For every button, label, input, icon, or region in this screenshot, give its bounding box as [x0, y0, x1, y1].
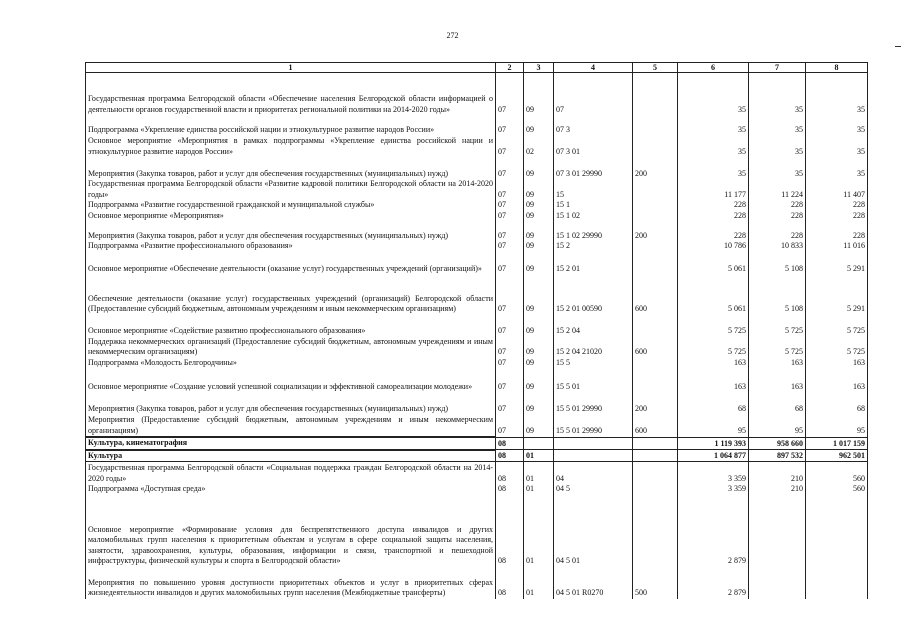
amount-2019-cell: 958 660	[749, 437, 806, 450]
amount-2018-cell: 68	[678, 392, 749, 414]
amount-2019-cell: 163	[749, 358, 806, 369]
target-article-cell: 15 5 01	[554, 368, 633, 392]
row-name-cell: Основное мероприятие «Мероприятия»	[86, 211, 496, 222]
amount-2018-cell: 5 725	[678, 315, 749, 337]
amount-2020-cell: 1 017 159	[806, 437, 868, 450]
amount-2020-cell: 163	[806, 358, 868, 369]
expense-type-cell: 600	[633, 337, 678, 358]
amount-2019-cell: 228	[749, 211, 806, 222]
target-article-cell: 07 3 01	[554, 135, 633, 157]
expense-type-cell: 500	[633, 567, 678, 599]
row-name-cell: Культура	[86, 450, 496, 462]
amount-2020-cell: 35	[806, 73, 868, 116]
total-row	[86, 450, 868, 462]
expense-type-cell	[633, 200, 678, 211]
amount-2018-cell: 35	[678, 115, 749, 135]
amount-2018-cell: 11 177	[678, 179, 749, 200]
amount-2020-cell: 5 725	[806, 315, 868, 337]
amount-2018-cell: 5 725	[678, 337, 749, 358]
row-name-cell: Государственная программа Белгородской области «Развитие кадровой политики Белгородской области на 2014-2020 годы»	[86, 179, 496, 200]
amount-2018-cell: 10 786	[678, 241, 749, 252]
row-name-cell: Подпрограмма «Развитие профессионального образования»	[86, 241, 496, 252]
target-article-cell: 15 1 02 29990	[554, 221, 633, 241]
row-name-cell: Обеспечение деятельности (оказание услуг) государственных учреждений (организаций) Белгородской области (Предоставление субсидий бюджетным, автономным учреждениям и иным некоммерческим организациям)	[86, 275, 496, 315]
section-code-cell: 08	[496, 437, 524, 450]
expense-type-cell	[633, 484, 678, 495]
row-name-cell: Мероприятия (Предоставление субсидий бюджетным, автономным учреждениям и иным некоммерческим организациям)	[86, 414, 496, 437]
row-name-cell: Основное мероприятие «Создание условий успешной социализации и эффективной самореализации молодежи»	[86, 368, 496, 392]
subsection-code-cell: 01	[524, 484, 554, 495]
subsection-code-cell: 01	[524, 567, 554, 599]
table-row	[86, 135, 868, 157]
expense-type-cell	[633, 211, 678, 222]
amount-2020-cell: 228	[806, 211, 868, 222]
amount-2018-cell: 163	[678, 368, 749, 392]
target-article-cell	[554, 450, 633, 462]
expense-type-cell	[633, 135, 678, 157]
row-name-cell: Подпрограмма «Укрепление единства российской нации и этнокультурное развитие народов России»	[86, 115, 496, 135]
table-row	[86, 179, 868, 200]
amount-2018-cell: 5 061	[678, 275, 749, 315]
section-code-cell: 07	[496, 200, 524, 211]
row-name-cell: Мероприятия (Закупка товаров, работ и услуг для обеспечения государственных (муниципальных) нужд)	[86, 157, 496, 179]
budget-table	[85, 62, 868, 599]
target-article-cell: 15	[554, 179, 633, 200]
table-row	[86, 495, 868, 567]
amount-2020-cell: 5 291	[806, 252, 868, 275]
expense-type-cell: 200	[633, 157, 678, 179]
target-article-cell: 04	[554, 462, 633, 485]
amount-2019-cell: 5 108	[749, 275, 806, 315]
table-row	[86, 484, 868, 495]
table-row	[86, 211, 868, 222]
expense-type-cell: 600	[633, 275, 678, 315]
amount-2020-cell: 5 725	[806, 337, 868, 358]
section-code-cell: 07	[496, 414, 524, 437]
section-code-cell: 07	[496, 315, 524, 337]
section-code-cell: 07	[496, 252, 524, 275]
subsection-code-cell: 09	[524, 337, 554, 358]
amount-2019-cell	[749, 567, 806, 599]
section-code-cell: 07	[496, 221, 524, 241]
expense-type-cell	[633, 252, 678, 275]
row-name-cell: Государственная программа Белгородской области «Обеспечение населения Белгородской области информацией о деятельности органов государственной власти и приоритетах региональной политики на 2014-2020 годы»	[86, 73, 496, 116]
amount-2019-cell	[749, 495, 806, 567]
row-name-cell: Мероприятия (Закупка товаров, работ и услуг для обеспечения государственных (муниципальных) нужд)	[86, 221, 496, 241]
section-code-cell: 07	[496, 115, 524, 135]
edge-mark	[895, 46, 901, 47]
table-row	[86, 337, 868, 358]
table-row	[86, 73, 868, 116]
table-row	[86, 567, 868, 599]
row-name-cell: Поддержка некоммерческих организаций (Предоставление субсидий бюджетным, автономным учреждениям и иным некоммерческим организациям)	[86, 337, 496, 358]
subsection-code-cell: 09	[524, 241, 554, 252]
target-article-cell: 15 5 01 29990	[554, 392, 633, 414]
expense-type-cell	[633, 73, 678, 116]
expense-type-cell: 200	[633, 221, 678, 241]
table-row	[86, 392, 868, 414]
target-article-cell: 07	[554, 73, 633, 116]
table-row	[86, 221, 868, 241]
section-code-cell: 08	[496, 462, 524, 485]
target-article-cell: 15 2 04 21020	[554, 337, 633, 358]
amount-2019-cell: 210	[749, 484, 806, 495]
target-article-cell: 15 5 01 29990	[554, 414, 633, 437]
amount-2020-cell: 35	[806, 115, 868, 135]
section-code-cell: 07	[496, 73, 524, 116]
expense-type-cell	[633, 462, 678, 485]
amount-2018-cell: 228	[678, 200, 749, 211]
amount-2018-cell: 2 879	[678, 495, 749, 567]
subsection-code-cell: 09	[524, 368, 554, 392]
target-article-cell: 15 2	[554, 241, 633, 252]
header-cell: 4	[554, 63, 633, 73]
amount-2019-cell: 163	[749, 368, 806, 392]
target-article-cell: 15 1	[554, 200, 633, 211]
target-article-cell: 15 1 02	[554, 211, 633, 222]
table-row	[86, 414, 868, 437]
subsection-code-cell: 09	[524, 315, 554, 337]
amount-2018-cell: 2 879	[678, 567, 749, 599]
header-cell: 5	[633, 63, 678, 73]
expense-type-cell	[633, 450, 678, 462]
row-name-cell: Основное мероприятие «Мероприятия в рамках подпрограммы «Укрепление единства российской нации и этнокультурное развитие народов России»	[86, 135, 496, 157]
subsection-code-cell: 09	[524, 157, 554, 179]
amount-2020-cell: 11 407	[806, 179, 868, 200]
amount-2019-cell: 897 532	[749, 450, 806, 462]
target-article-cell: 15 2 01 00590	[554, 275, 633, 315]
expense-type-cell	[633, 315, 678, 337]
subsection-code-cell: 09	[524, 73, 554, 116]
amount-2018-cell: 228	[678, 221, 749, 241]
subsection-code-cell: 09	[524, 275, 554, 315]
amount-2020-cell	[806, 567, 868, 599]
subsection-code-cell: 09	[524, 252, 554, 275]
row-name-cell: Подпрограмма «Молодость Белгородчины»	[86, 358, 496, 369]
amount-2020-cell: 5 291	[806, 275, 868, 315]
amount-2019-cell: 228	[749, 221, 806, 241]
subsection-code-cell: 02	[524, 135, 554, 157]
section-code-cell: 07	[496, 241, 524, 252]
amount-2019-cell: 35	[749, 135, 806, 157]
amount-2019-cell: 5 725	[749, 337, 806, 358]
amount-2020-cell: 228	[806, 200, 868, 211]
header-cell: 7	[749, 63, 806, 73]
subsection-code-cell: 09	[524, 211, 554, 222]
section-code-cell: 08	[496, 567, 524, 599]
subsection-code-cell: 09	[524, 179, 554, 200]
table-row	[86, 358, 868, 369]
subsection-code-cell: 09	[524, 115, 554, 135]
table-row	[86, 315, 868, 337]
amount-2019-cell: 210	[749, 462, 806, 485]
amount-2018-cell: 3 359	[678, 484, 749, 495]
amount-2019-cell: 228	[749, 200, 806, 211]
expense-type-cell	[633, 495, 678, 567]
table-row	[86, 157, 868, 179]
amount-2018-cell: 35	[678, 157, 749, 179]
amount-2018-cell: 3 359	[678, 462, 749, 485]
header-cell: 8	[806, 63, 868, 73]
total-row	[86, 437, 868, 450]
section-code-cell: 07	[496, 157, 524, 179]
amount-2020-cell: 163	[806, 368, 868, 392]
target-article-cell: 07 3	[554, 115, 633, 135]
section-code-cell: 07	[496, 337, 524, 358]
row-name-cell: Подпрограмма «Развитие государственной гражданской и муниципальной службы»	[86, 200, 496, 211]
section-code-cell: 07	[496, 135, 524, 157]
amount-2019-cell: 95	[749, 414, 806, 437]
page-number: 272	[446, 31, 459, 40]
expense-type-cell	[633, 115, 678, 135]
expense-type-cell	[633, 179, 678, 200]
target-article-cell: 15 5	[554, 358, 633, 369]
subsection-code-cell: 09	[524, 358, 554, 369]
row-name-cell: Мероприятия по повышению уровня доступности приоритетных объектов и услуг в приоритетных сферах жизнедеятельности инвалидов и других маломобильных групп населения (Межбюджетные трансферты)	[86, 567, 496, 599]
section-code-cell: 07	[496, 275, 524, 315]
section-code-cell: 07	[496, 368, 524, 392]
row-name-cell: Государственная программа Белгородской области «Социальная поддержка граждан Белгородской области на 2014-2020 годы»	[86, 462, 496, 485]
amount-2018-cell: 1 064 877	[678, 450, 749, 462]
amount-2019-cell: 68	[749, 392, 806, 414]
amount-2018-cell: 35	[678, 135, 749, 157]
target-article-cell	[554, 437, 633, 450]
target-article-cell: 07 3 01 29990	[554, 157, 633, 179]
table-row	[86, 275, 868, 315]
subsection-code-cell: 09	[524, 392, 554, 414]
subsection-code-cell: 09	[524, 221, 554, 241]
amount-2020-cell: 35	[806, 157, 868, 179]
amount-2018-cell: 1 119 393	[678, 437, 749, 450]
amount-2019-cell: 10 833	[749, 241, 806, 252]
target-article-cell: 04 5 01	[554, 495, 633, 567]
amount-2019-cell: 35	[749, 157, 806, 179]
amount-2020-cell: 560	[806, 484, 868, 495]
amount-2020-cell: 228	[806, 221, 868, 241]
section-code-cell: 07	[496, 211, 524, 222]
section-code-cell: 07	[496, 392, 524, 414]
section-code-cell: 08	[496, 484, 524, 495]
header-cell: 6	[678, 63, 749, 73]
amount-2020-cell: 962 501	[806, 450, 868, 462]
target-article-cell: 15 2 04	[554, 315, 633, 337]
row-name-cell: Культура, кинематография	[86, 437, 496, 450]
table-row	[86, 462, 868, 485]
amount-2020-cell: 95	[806, 414, 868, 437]
subsection-code-cell: 01	[524, 462, 554, 485]
section-code-cell: 07	[496, 358, 524, 369]
table-row	[86, 200, 868, 211]
amount-2018-cell: 228	[678, 211, 749, 222]
section-code-cell: 07	[496, 179, 524, 200]
amount-2018-cell: 5 061	[678, 252, 749, 275]
table-row	[86, 368, 868, 392]
section-code-cell: 08	[496, 495, 524, 567]
amount-2019-cell: 5 725	[749, 315, 806, 337]
subsection-code-cell	[524, 437, 554, 450]
amount-2020-cell: 11 016	[806, 241, 868, 252]
row-name-cell: Мероприятия (Закупка товаров, работ и услуг для обеспечения государственных (муниципальных) нужд)	[86, 392, 496, 414]
header-row	[86, 63, 868, 73]
amount-2019-cell: 35	[749, 73, 806, 116]
expense-type-cell	[633, 437, 678, 450]
header-cell: 1	[86, 63, 496, 73]
amount-2020-cell: 35	[806, 135, 868, 157]
expense-type-cell: 200	[633, 392, 678, 414]
amount-2020-cell: 560	[806, 462, 868, 485]
target-article-cell: 15 2 01	[554, 252, 633, 275]
expense-type-cell	[633, 368, 678, 392]
row-name-cell: Основное мероприятие «Содействие развитию профессионального образования»	[86, 315, 496, 337]
expense-type-cell	[633, 358, 678, 369]
row-name-cell: Подпрограмма «Доступная среда»	[86, 484, 496, 495]
amount-2018-cell: 163	[678, 358, 749, 369]
subsection-code-cell: 01	[524, 495, 554, 567]
target-article-cell: 04 5 01 R0270	[554, 567, 633, 599]
expense-type-cell	[633, 241, 678, 252]
amount-2019-cell: 35	[749, 115, 806, 135]
expense-type-cell: 600	[633, 414, 678, 437]
amount-2020-cell	[806, 495, 868, 567]
amount-2020-cell: 68	[806, 392, 868, 414]
table-row	[86, 241, 868, 252]
amount-2019-cell: 5 108	[749, 252, 806, 275]
header-cell: 2	[496, 63, 524, 73]
subsection-code-cell: 09	[524, 200, 554, 211]
target-article-cell: 04 5	[554, 484, 633, 495]
table-row	[86, 252, 868, 275]
subsection-code-cell: 01	[524, 450, 554, 462]
amount-2018-cell: 95	[678, 414, 749, 437]
section-code-cell: 08	[496, 450, 524, 462]
row-name-cell: Основное мероприятие «Обеспечение деятельности (оказание услуг) государственных учреждений (организаций)»	[86, 252, 496, 275]
amount-2019-cell: 11 224	[749, 179, 806, 200]
header-cell: 3	[524, 63, 554, 73]
subsection-code-cell: 09	[524, 414, 554, 437]
row-name-cell: Основное мероприятие «Формирование условия для беспрепятственного доступа инвалидов и других маломобильных групп населения к приоритетным объектам и услугам в сфере социальной защиты населения, занятости, здравоохранения, культуры, образования, информации и связи, транспортной и пешеходной инфраструктуры, физической культуры и спорта в Белгородской области»	[86, 495, 496, 567]
amount-2018-cell: 35	[678, 73, 749, 116]
table-row	[86, 115, 868, 135]
